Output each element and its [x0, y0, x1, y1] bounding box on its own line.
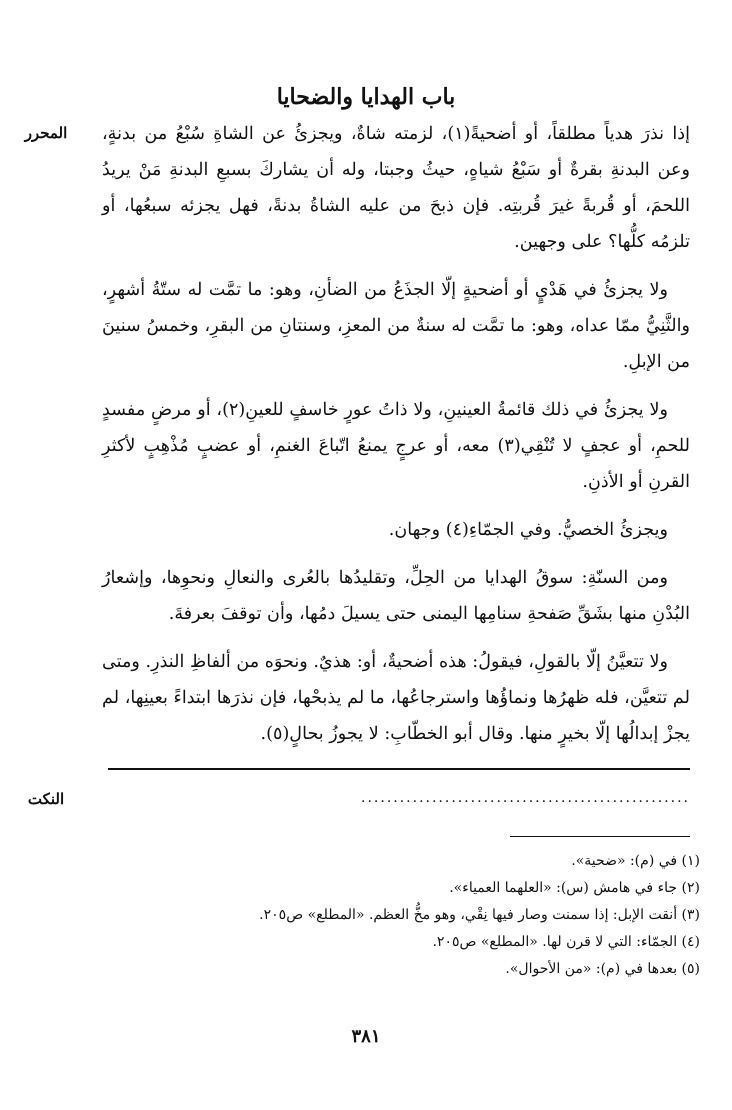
- paragraph: ومن السنّةِ: سوقُ الهدايا من الحِلِّ، وتقليدُها بالعُرى والنعالِ ونحوِها، وإشعارُ البُدْنِ منها بشَقِّ صَفحةِ سنامِها اليمنى حتى يسيلَ دمُها، وأن توقفَ بعرفةَ.: [102, 568, 690, 624]
- footnote-item: (١) في (م): «ضحية».: [571, 853, 700, 869]
- dotted-line: ...................................................: [361, 790, 690, 806]
- paragraph: ولا يجزئُ في هَدْيٍ أو أضحيةٍ إلّا الجذَعُ من الضأنِ، وهو: ما تمَّت له ستّةُ أشهرٍ، والثَّنِيُّ ممّا عداه، وهو: ما تمَّت له سنةٌ من المعزِ، وسنتانِ من البقرِ، وخمسُ سنينَ من الإبلِ.: [102, 280, 690, 372]
- main-text: [102, 116, 690, 764]
- paragraph: ولا يجزئُ في ذلك قائمةُ العينينِ، ولا ذاتُ عورٍ خاسفٍ للعينِ(٢)، أو مرضٍ مفسدٍ للحمِ، أو عجفٍ لا تُنْقِي(٣) معه، أو عرجٍ يمنعُ اتّباعَ الغنمِ، أو عضبٍ مُذْهِبٍ لأكثرِ القرنِ أو الأذنِ.: [102, 400, 690, 492]
- paragraph: ولا تتعيَّنُ إلّا بالقولِ، فيقولُ: هذه أضحيةٌ، أو: هذيٌ. ونحوَه من ألفاظِ النذرِ. ومتى لم تتعيَّن، فله ظهرُها ونماؤُها واسترجاعُها، ما لم يذبحْها، فإن نذرَها ابتداءً بعينِها، لم يجزْ إبدالُها إلّا بخيرٍ منها. وقال أبو الخطّابِ: لا يجوزُ بحالٍ(٥).: [102, 652, 690, 744]
- paragraph: إذا نذرَ هدياً مطلقاً، أو أضحيةً(١)، لزمته شاةٌ، ويجزئُ عن الشاةِ سُبْعُ من بدنةٍ، وعن البدنةِ بقرةٌ أو سَبْعُ شياهٍ، حيثُ وجبتا، وله أن يشاركَ بسبعِ البدنةِ مَنْ يريدُ اللحمَ، أو قُربةً غيرَ قُربتِه. فإن ذبحَ من عليه الشاةُ بدنةً، فهل يجزئه سبعُها، أو تلزمُه كلُّها؟ على وجهين.: [102, 124, 690, 252]
- footnotes: [110, 848, 700, 983]
- footnote-item: (٤) الجمّاء: التي لا قرن لها. «المطلع» ص٢٠٥.: [432, 934, 700, 950]
- margin-label-muharrar: المحرر: [24, 124, 68, 142]
- margin-label-nukat: النكت: [27, 790, 65, 808]
- footnote-divider: [510, 836, 690, 837]
- footnote-item: (٣) أنقت الإبل: إذا سمنت وصار فيها نِقْي، وهو مخُّ العظم. «المطلع» ص٢٠٥.: [259, 907, 700, 923]
- section-divider: [108, 768, 690, 770]
- footnote-item: (٥) بعدها في (م): «من الأحوال».: [505, 961, 700, 977]
- page-title: باب الهدايا والضحايا: [276, 84, 456, 110]
- footnote-item: (٢) جاء في هامش (س): «العلهما العمياء».: [449, 880, 700, 896]
- paragraph: ويجزئُ الخصيُّ. وفي الجمّاءِ(٤) وجهان.: [388, 520, 668, 540]
- page-number: ٣٨١: [351, 1026, 381, 1047]
